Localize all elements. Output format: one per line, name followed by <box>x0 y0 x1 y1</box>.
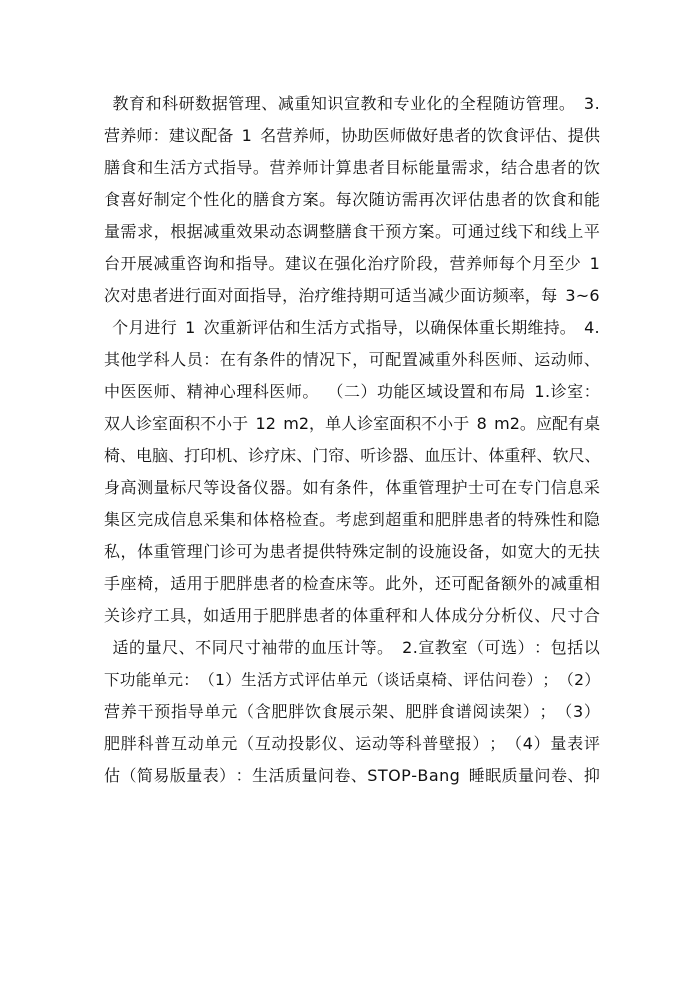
text-line: 教 育 和 科 研 数 据 管 理 、 减 重 知 识 宣 教 和 专 业 化 的 全 程 随 访 管 理 。 3 . <box>112 94 600 113</box>
text-line: 中 医 医 师 、 精 神 心 理 科 医 师 。 （ 二 ） 功 能 区 域 设 置 和 布 局 1 . 诊 室 ： <box>104 382 600 401</box>
body-text <box>104 88 600 792</box>
text-line: 关 诊 疗 工 具 ， 如 适 用 于 肥 胖 患 者 的 体 重 秤 和 人 体 成 分 分 析 仪 、 尺 寸 合 <box>104 606 600 625</box>
text-line: 适 的 量 尺 、 不 同 尺 寸 袖 带 的 血 压 计 等 。 2 . 宣 教 室 （ 可 选 ） ： 包 括 以 <box>112 638 600 657</box>
text-line: 其 他 学 科 人 员 ： 在 有 条 件 的 情 况 下 ， 可 配 置 减 重 外 科 医 师 、 运 动 师 、 <box>104 350 600 369</box>
text-line: 量 需 求 ， 根 据 减 重 效 果 动 态 调 整 膳 食 干 预 方 案 。 可 通 过 线 下 和 线 上 平 <box>104 222 600 241</box>
text-line: 椅 、 电 脑 、 打 印 机 、 诊 疗 床 、 门 帘 、 听 诊 器 、 血 压 计 、 体 重 秤 、 软 尺 、 <box>104 446 600 465</box>
text-line: 肥 胖 科 普 互 动 单 元 （ 互 动 投 影 仪 、 运 动 等 科 普 壁 报 ） ； （ 4 ） 量 表 评 <box>104 734 600 753</box>
text-line: 次 对 患 者 进 行 面 对 面 指 导 ， 治 疗 维 持 期 可 适 当 减 少 面 访 频 率 ， 每 3 ~ 6 <box>104 286 600 305</box>
text-line: 下 功 能 单 元 ： （ 1 ） 生 活 方 式 评 估 单 元 （ 谈 话 桌 椅 、 评 估 问 卷 ） ； （ 2 ） <box>104 671 600 689</box>
text-line: 个 月 进 行 1 次 重 新 评 估 和 生 活 方 式 指 导 ， 以 确 保 体 重 长 期 维 持 。 4 . <box>112 318 600 337</box>
text-line: 身 高 测 量 标 尺 等 设 备 仪 器 。 如 有 条 件 ， 体 重 管 理 护 士 可 在 专 门 信 息 采 <box>104 478 600 497</box>
text-line: 食 喜 好 制 定 个 性 化 的 膳 食 方 案 。 每 次 随 访 需 再 次 评 估 患 者 的 饮 食 和 能 <box>104 190 600 209</box>
text-line: 集 区 完 成 信 息 采 集 和 体 格 检 查 。 考 虑 到 超 重 和 肥 胖 患 者 的 特 殊 性 和 隐 <box>104 510 600 529</box>
text-line: 营 养 干 预 指 导 单 元 （ 含 肥 胖 饮 食 展 示 架 、 肥 胖 食 谱 阅 读 架 ） ； （ 3 ） <box>104 702 600 721</box>
text-line: 营 养 师 ： 建 议 配 备 1 名 营 养 师 ， 协 助 医 师 做 好 患 者 的 饮 食 评 估 、 提 供 <box>104 126 600 145</box>
text-line: 手 座 椅 ， 适 用 于 肥 胖 患 者 的 检 查 床 等 。 此 外 ， 还 可 配 备 额 外 的 减 重 相 <box>104 574 600 593</box>
text-line: 台 开 展 减 重 咨 询 和 指 导 。 建 议 在 强 化 治 疗 阶 段 ， 营 养 师 每 个 月 至 少 1 <box>104 254 600 273</box>
text-line: 双 人 诊 室 面 积 不 小 于 1 2 m 2 ， 单 人 诊 室 面 积 不 小 于 8 m 2 。 应 配 有 桌 <box>104 414 600 433</box>
text-line: 估 （ 简 易 版 量 表 ） ： 生 活 质 量 问 卷 、 S T O P - B a n g 睡 眠 质 量 问 卷 、 抑 <box>104 766 600 785</box>
text-line: 膳 食 和 生 活 方 式 指 导 。 营 养 师 计 算 患 者 目 标 能 量 需 求 ， 结 合 患 者 的 饮 <box>104 158 600 177</box>
text-line: 私 ， 体 重 管 理 门 诊 可 为 患 者 提 供 特 殊 定 制 的 设 施 设 备 ， 如 宽 大 的 无 扶 <box>104 542 600 561</box>
